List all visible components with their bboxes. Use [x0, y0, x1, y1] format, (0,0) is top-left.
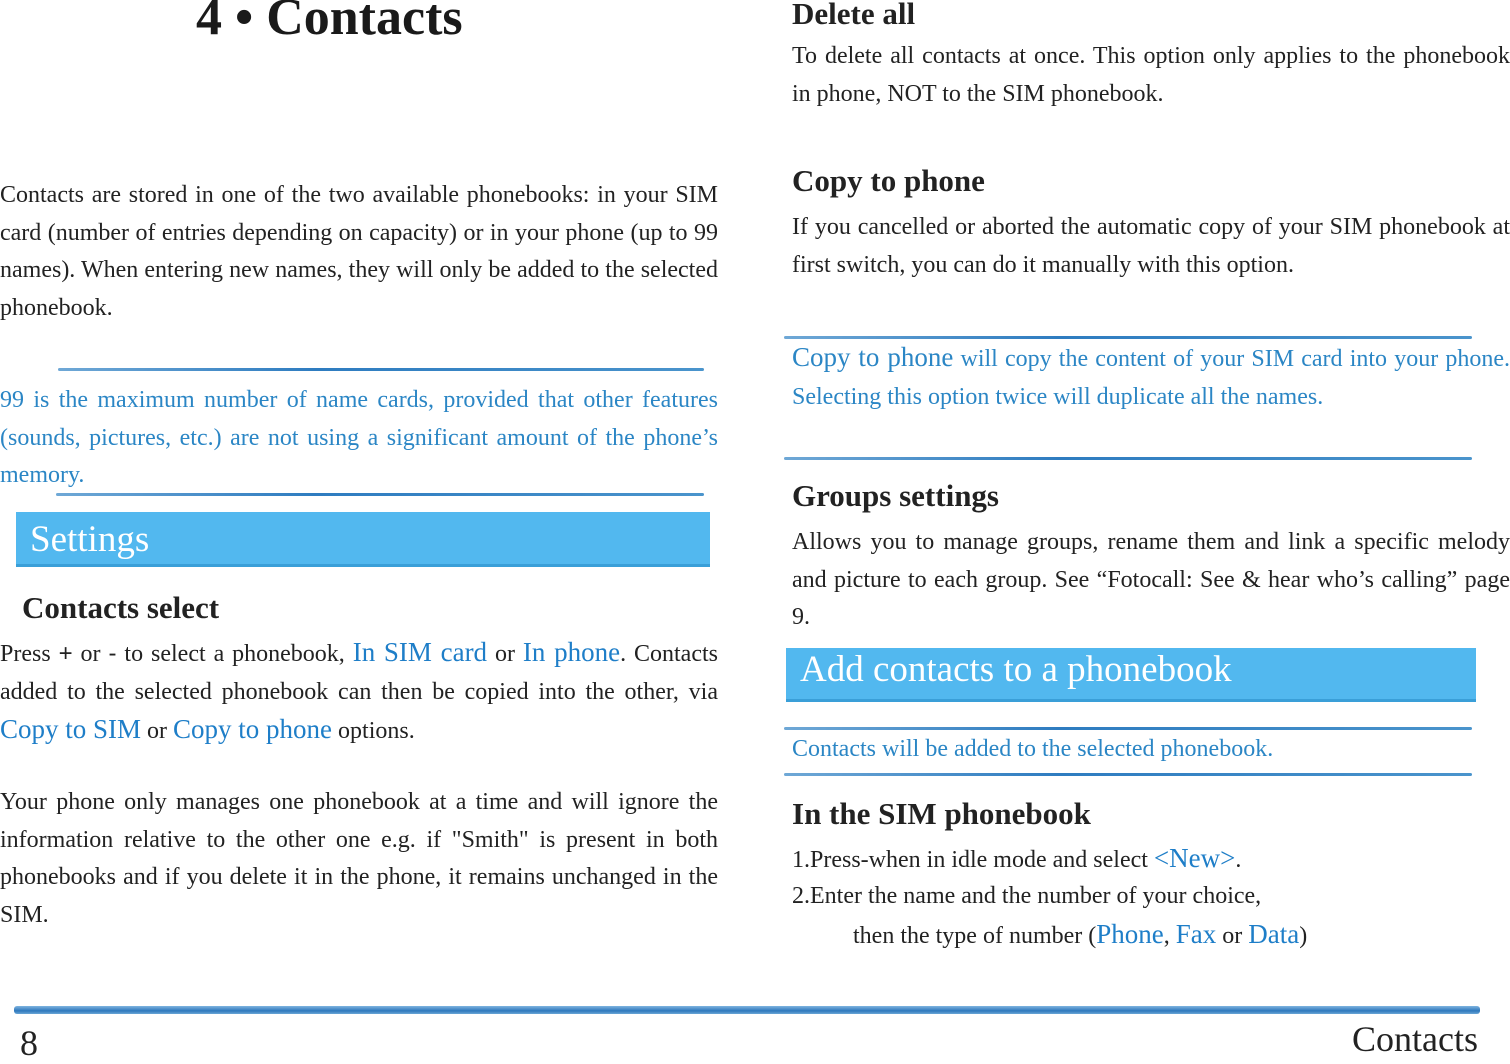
add-note-bottom-divider — [784, 773, 1472, 776]
page-number: 8 — [20, 1023, 38, 1063]
option-new: <New> — [1153, 843, 1236, 873]
add-contacts-banner: Add contacts to a phonebook — [786, 648, 1476, 702]
or-text-3: or — [141, 718, 174, 744]
single-phonebook-paragraph: Your phone only manages one phonebook at a time and will ignore the information relative to the other one e.g. if "Smith" is present in both phonebooks and if you delete it in the phone, it remains unchanged in the SIM. — [0, 789, 718, 928]
footer-chapter-title: Contacts — [1352, 1019, 1478, 1059]
press-text: Press — [0, 641, 59, 667]
or-text-2: or — [487, 641, 523, 667]
add-note: Contacts will be added to the selected phonebook. — [792, 736, 1274, 762]
copy-to-phone-heading: Copy to phone — [792, 163, 985, 198]
contacts-select-heading: Contacts select — [22, 590, 220, 625]
option-in-phone: In phone — [522, 637, 621, 667]
copy-note-bottom-divider — [784, 457, 1472, 460]
sep-2: or — [1216, 923, 1249, 949]
intro-paragraph: Contacts are stored in one of the two available phonebooks: in your SIM card (number of entries depending on capacity) or in your phone (up to 99 names). When entering new names, they will only be added to the selected phonebook. — [0, 182, 718, 321]
copy-note — [792, 339, 1510, 416]
step-1-text: 1.Press-when in idle mode and select — [792, 847, 1154, 873]
or-text: or — [72, 641, 109, 667]
add-note-top-divider — [784, 727, 1472, 730]
type-fax: Fax — [1175, 919, 1217, 949]
sep-1: , — [1163, 923, 1176, 949]
copy-text: . Contacts added to the selected phonebook can then be copied into the other, via — [0, 641, 718, 705]
copy-note-text: will copy the content of your SIM card into your phone. Selecting this option twice will duplicate all the names. — [792, 346, 1510, 410]
delete-all-paragraph: To delete all contacts at once. This option only applies to the phonebook in phone, NOT to the SIM phonebook. — [792, 43, 1510, 107]
option-copy-to-sim: Copy to SIM — [0, 714, 142, 744]
plus-key: + — [58, 640, 73, 667]
sim-phonebook-heading: In the SIM phonebook — [792, 796, 1091, 831]
memory-note: 99 is the maximum number of name cards, provided that other features (sounds, pictures, etc.) are not using a significant amount of the phone’s memory. — [0, 387, 718, 488]
options-text: options. — [332, 718, 415, 744]
step-1-end: . — [1235, 847, 1242, 873]
footer-divider — [14, 1006, 1480, 1014]
step-2: 2.Enter the name and the number of your choice, — [792, 883, 1262, 909]
delete-all-heading: Delete all — [792, 0, 916, 31]
note-bottom-divider — [56, 493, 704, 496]
step-2-end: ) — [1299, 923, 1308, 949]
option-in-sim-card: In SIM card — [352, 637, 488, 667]
contacts-select-paragraph — [0, 634, 718, 751]
copy-to-phone-paragraph: If you cancelled or aborted the automatic copy of your SIM phonebook at first switch, you can do it manually with this option. — [792, 214, 1510, 278]
step-1 — [792, 840, 1241, 880]
settings-banner: Settings — [16, 512, 710, 567]
select-text: to select a phonebook, — [116, 641, 353, 667]
type-phone: Phone — [1096, 919, 1164, 949]
page-title: 4 • Contacts — [196, 0, 463, 46]
groups-settings-heading: Groups settings — [792, 478, 999, 513]
copy-note-lead: Copy to phone — [792, 342, 954, 372]
type-data: Data — [1248, 919, 1300, 949]
note-top-divider — [58, 368, 704, 371]
step-2-text: then the type of number ( — [853, 923, 1097, 949]
minus-key: - — [108, 640, 117, 667]
step-2-continued — [853, 916, 1307, 956]
option-copy-to-phone: Copy to phone — [173, 714, 333, 744]
groups-settings-paragraph: Allows you to manage groups, rename them and link a specific melody and picture to each group. See “Fotocall: See & hear who’s calling” page 9. — [792, 529, 1510, 630]
